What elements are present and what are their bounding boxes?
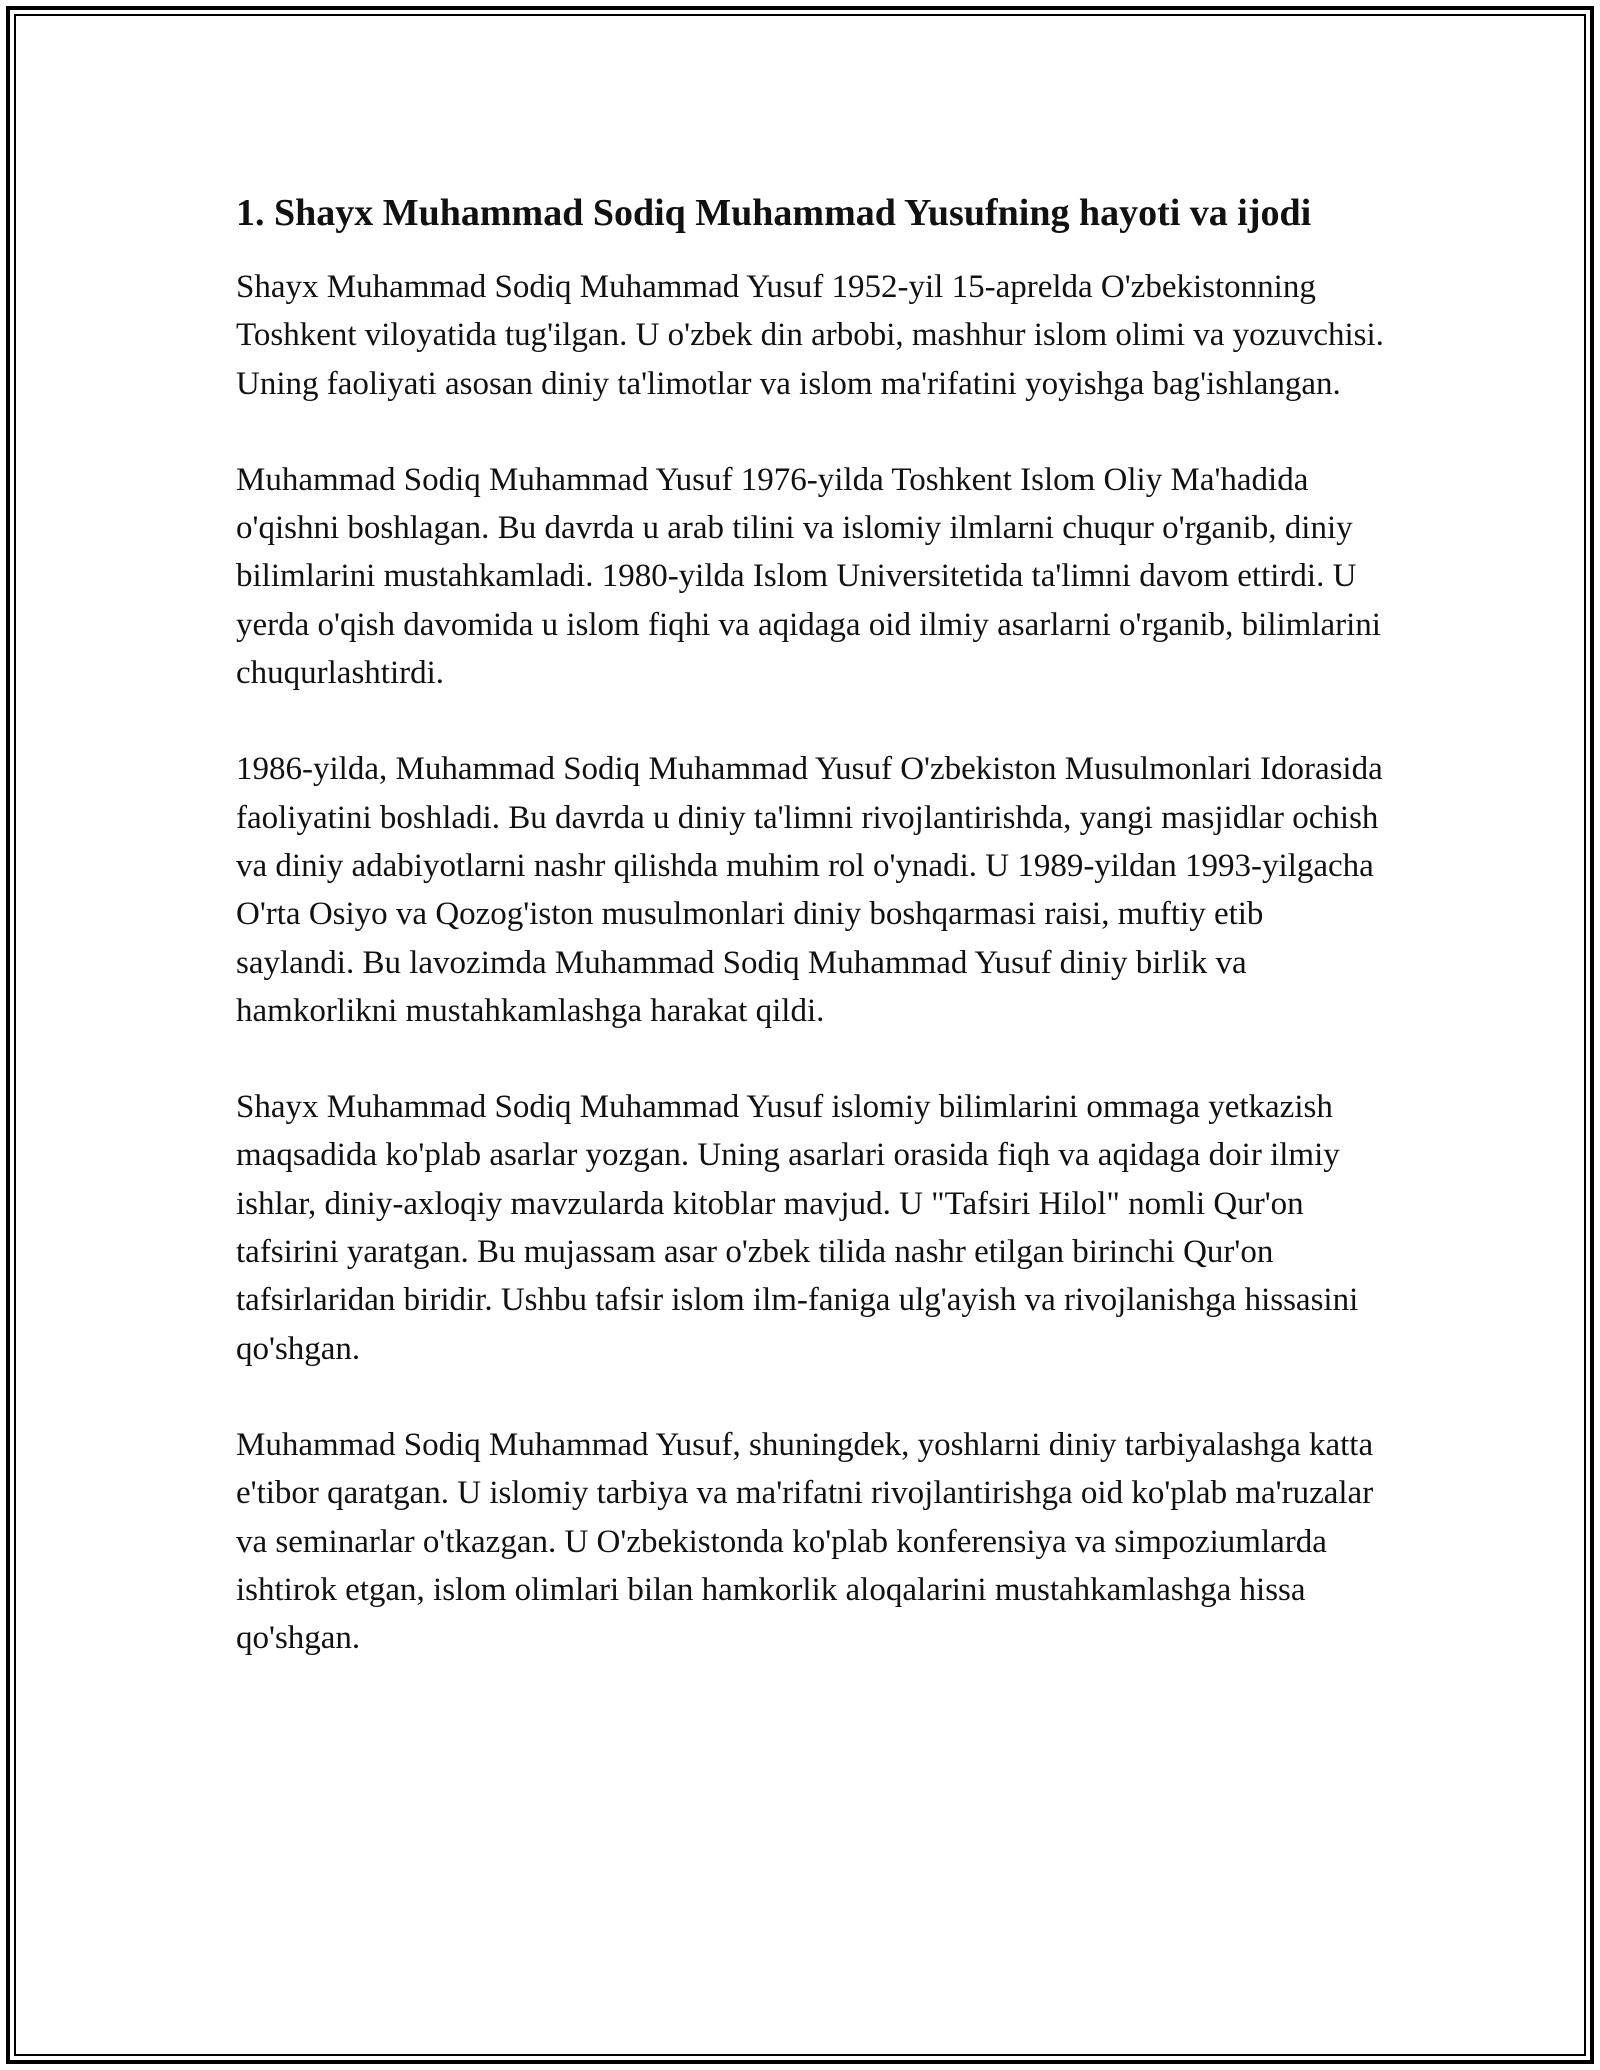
paragraph-biography-intro: Shayx Muhammad Sodiq Muhammad Yusuf 1952-yil 15-aprelda O'zbekistonning Toshkent viloyatida tug'ilgan. U o'zbek din arbobi, mashhur islom olimi va yozuvchisi. Uning faoliyati asosan diniy ta'limotlar va islom ma'rifatini yoyishga bag'ishlangan.	[236, 269, 1384, 402]
paragraph-works: Shayx Muhammad Sodiq Muhammad Yusuf islomiy bilimlarini ommaga yetkazish maqsadida ko'plab asarlar yozgan. Uning asarlari orasida fiqh va aqidaga doir ilmiy ishlar, diniy-axloqiy mavzularda kitoblar mavjud. U "Tafsiri Hilol" nomli Qur'on tafsirini yaratgan. Bu mujassam asar o'zbek tilida nashr etilgan birinchi Qur'on tafsirlaridan biridir. Ushbu tafsir islom ilm-faniga ulg'ayish va rivojlanishga hissasini qo'shgan.	[236, 1089, 1359, 1367]
section-title: 1. Shayx Muhammad Sodiq Muhammad Yusufning hayoti va ijodi	[236, 192, 1312, 234]
document-body	[236, 186, 1386, 1710]
paragraph-career: 1986-yilda, Muhammad Sodiq Muhammad Yusuf O'zbekiston Musulmonlari Idorasida faoliyatini boshladi. Bu davrda u diniy ta'limni rivojlantirishda, yangi masjidlar ochish va diniy adabiyotlarni nashr qilishda muhim rol o'ynadi. U 1989-yildan 1993-yilgacha O'rta Osiyo va Qozog'iston musulmonlari diniy boshqarmasi raisi, muftiy etib saylandi. Bu lavozimda Muhammad Sodiq Muhammad Yusuf diniy birlik va hamkorlikni mustahkamlashga harakat qildi.	[236, 751, 1383, 1029]
paragraph-youth-education: Muhammad Sodiq Muhammad Yusuf, shuningdek, yoshlarni diniy tarbiyalashga katta e'tibor qaratgan. U islomiy tarbiya va ma'rifatni rivojlantirishga oid ko'plab ma'ruzalar va seminarlar o'tkazgan. U O'zbekistonda ko'plab konferensiya va simpoziumlarda ishtirok etgan, islom olimlari bilan hamkorlik aloqalarini mustahkamlashga hissa qo'shgan.	[236, 1426, 1374, 1657]
paragraph-education: Muhammad Sodiq Muhammad Yusuf 1976-yilda Toshkent Islom Oliy Ma'hadida o'qishni boshlagan. Bu davrda u arab tilini va islomiy ilmlarni chuqur o'rganib, diniy bilimlarini mustahkamladi. 1980-yilda Islom Universitetida ta'limni davom ettirdi. U yerda o'qish davomida u islom fiqhi va aqidaga oid ilmiy asarlarni o'rganib, bilimlarini chuqurlashtirdi.	[236, 461, 1381, 692]
